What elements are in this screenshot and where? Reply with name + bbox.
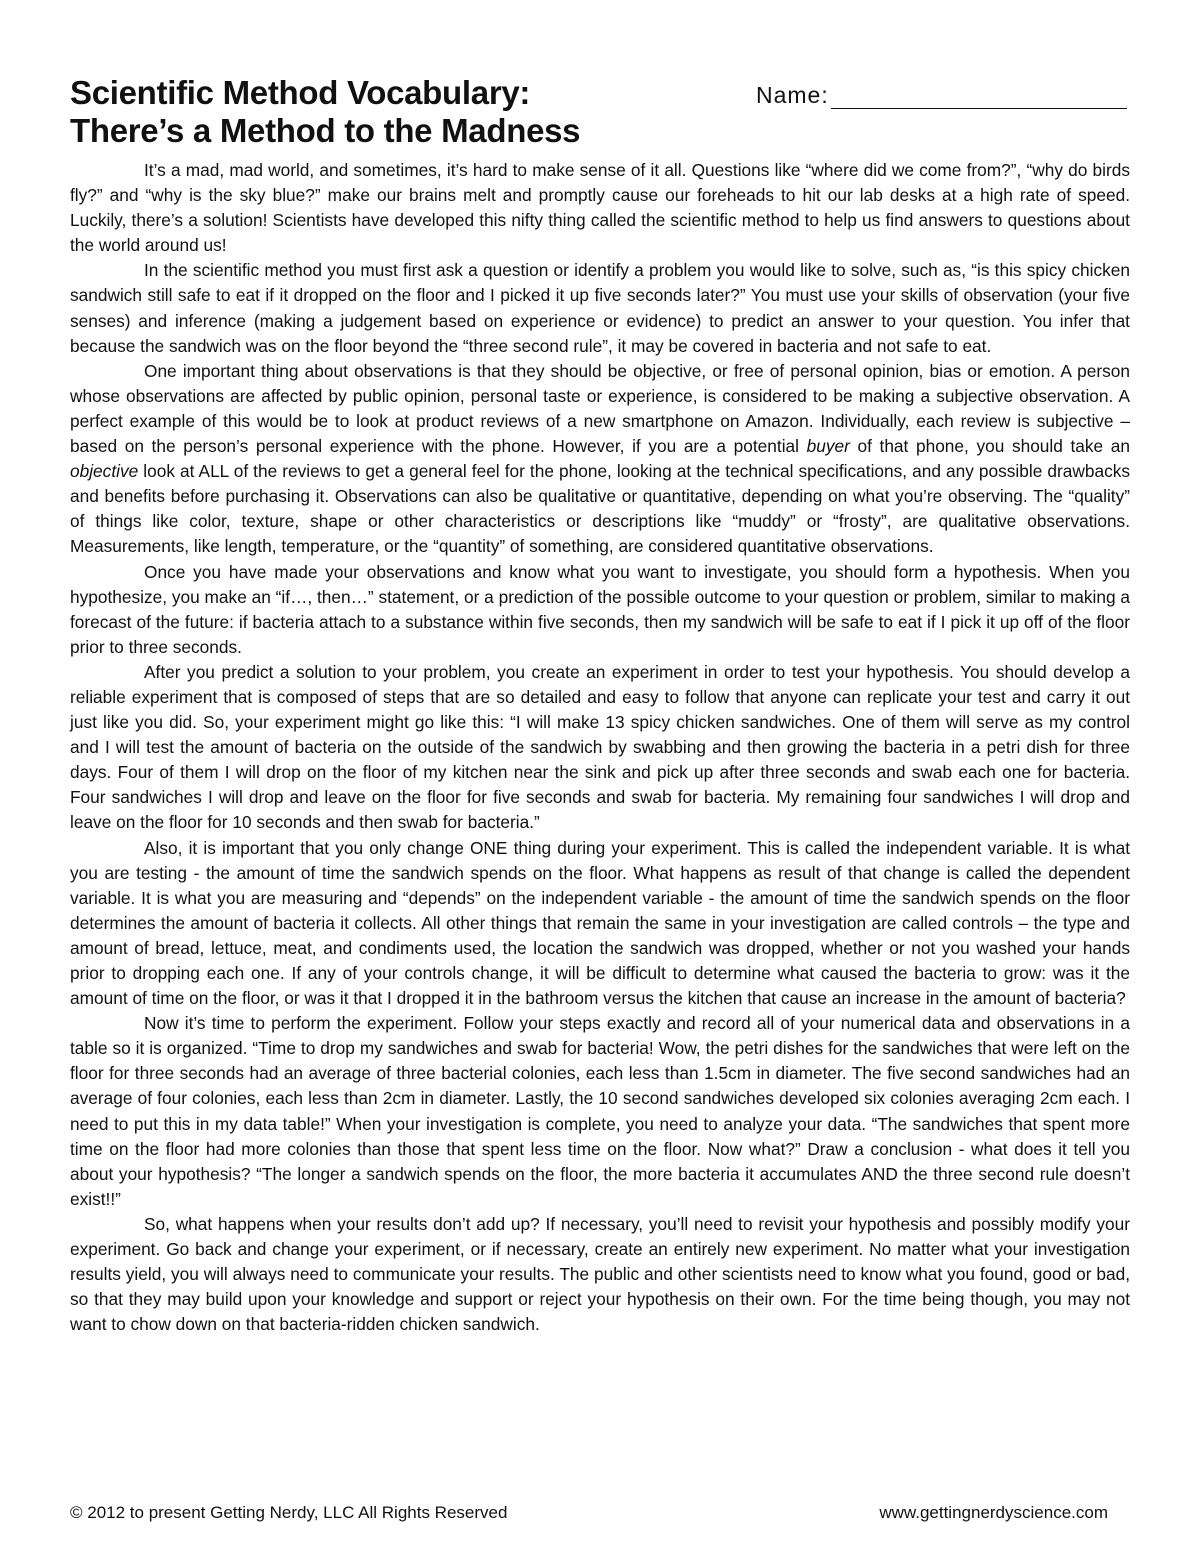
observations-italic-buyer: buyer bbox=[806, 436, 850, 457]
observations-text-1: One important thing about observations is that they should be objective, or free of personal opinion, bias or emotion. A person whose observations are affected by public opinion, personal taste or experience, is considered to be making a subjective observation. A perfect example of this would be to look at product reviews of a new smartphone on Amazon. Individually, each review is subjective – based on the person’s personal experience with the phone. However, if you are a potential bbox=[70, 360, 1130, 457]
article-body bbox=[70, 158, 1130, 1337]
observations-text-3: look at ALL of the reviews to get a general feel for the phone, looking at the technical specifications, and any possible drawbacks and benefits before purchasing it. Observations can also be qualitative or quantitative, depending on what you’re observing. The “quality” of things like color, texture, shape or other characteristics or descriptions like “muddy” or “frosty”, are qualitative observations. Measurements, like length, temperature, or the “quantity” of something, are considered quantitative observations. bbox=[70, 461, 1130, 557]
paragraph-variables: Also, it is important that you only change ONE thing during your experiment. This is called the independent variable. It is what you are testing - the amount of time the sandwich spends on the floor. What happens as result of that change is called the dependent variable. It is what you are measuring and “depends” on the independent variable - the amount of time the sandwich spends on the floor determines the amount of bacteria it collects. All other things that remain the same in your investigation are called controls – the type and amount of bread, lettuce, meat, and condiments used, the location the sandwich was dropped, whether or not you washed your hands prior to dropping each one. If any of your controls change, it will be difficult to determine what caused the bacteria to grow: was it the amount of time on the floor, or was it that I dropped it in the bathroom versus the kitchen that cause an increase in the amount of bacteria? bbox=[70, 837, 1130, 1009]
worksheet-header bbox=[70, 74, 1130, 156]
page-footer bbox=[70, 1503, 1108, 1523]
paragraph-intro: It’s a mad, mad world, and sometimes, it’s hard to make sense of it all. Questions like “where did we come from?”, “why do birds fly?” and “why is the sky blue?” make our brains melt and promptly cause our foreheads to hit our lab desks at a high rate of speed. Luckily, there’s a solution! Scientists have developed this nifty thing called the scientific method to help us find answers to questions about the world around us! bbox=[70, 160, 1130, 256]
observations-text-2: of that phone, you should take an bbox=[849, 436, 1131, 457]
name-field bbox=[756, 82, 1127, 109]
paragraph-hypothesis: Once you have made your observations and know what you want to investigate, you should form a hypothesis. When you hypothesize, you make an “if…, then…” statement, or a prediction of the possible outcome to your question or problem, similar to making a forecast of the future: if bacteria attach to a substance within five seconds, then my sandwich will be safe to eat if I pick it up off of the floor prior to three seconds. bbox=[70, 561, 1130, 657]
title-line-2: There’s a Method to the Madness bbox=[70, 112, 581, 149]
paragraph-experiment: After you predict a solution to your problem, you create an experiment in order to test your hypothesis. You should develop a reliable experiment that is composed of steps that are so detailed and easy to follow that anyone can replicate your test and carry it out just like you did. So, your experiment might go like this: “I will make 13 spicy chicken sandwiches. One of them will serve as my control and I will test the amount of bacteria on the outside of the sandwich by swabbing and then growing the bacteria in a petri dish for three days. Four of them I will drop on the floor of my kitchen near the sink and pick up after three seconds and swab each one for bacteria. Four sandwiches I will drop and leave on the floor for five seconds and swab for bacteria. My remaining four sandwiches I will drop and leave on the floor for 10 seconds and then swab for bacteria.” bbox=[70, 661, 1130, 833]
paragraph-perform: Now it’s time to perform the experiment. Follow your steps exactly and record all of your numerical data and observations in a table so it is organized. “Time to drop my sandwiches and swab for bacteria! Wow, the petri dishes for the sandwiches that were left on the floor for three seconds had an average of three bacterial colonies, each less than 1.5cm in diameter. The five second sandwiches had an average of four colonies, each less than 2cm in diameter. Lastly, the 10 second sandwiches developed six colonies averaging 2cm each. I need to put this in my data table!” When your investigation is complete, you need to analyze your data. “The sandwiches that spent more time on the floor had more colonies than those that spent less time on the floor. Now what?” Draw a conclusion - what does it tell you about your hypothesis? “The longer a sandwich spends on the floor, the more bacteria it accumulates AND the three second rule doesn’t exist!!” bbox=[70, 1013, 1130, 1209]
copyright-notice: © 2012 to present Getting Nerdy, LLC All Rights Reserved bbox=[70, 1503, 508, 1522]
paragraph-observations bbox=[70, 359, 1130, 560]
paragraph-conclusion: So, what happens when your results don’t add up? If necessary, you’ll need to revisit your hypothesis and possibly modify your experiment. Go back and change your experiment, or if necessary, create an entirely new experiment. No matter what your investigation results yield, you will always need to communicate your results. The public and other scientists need to know what you found, good or bad, so that they may build upon your knowledge and support or reject your hypothesis on their own. For the time being though, you may not want to chow down on that bacteria-ridden chicken sandwich. bbox=[70, 1213, 1130, 1335]
title-line-1: Scientific Method Vocabulary: bbox=[70, 74, 531, 111]
worksheet-page bbox=[70, 74, 1130, 1337]
name-label: Name: bbox=[756, 82, 829, 108]
paragraph-question: In the scientific method you must first ask a question or identify a problem you would like to solve, such as, “is this spicy chicken sandwich still safe to eat if it dropped on the floor and I picked it up five seconds later?” You must use your skills of observation (your five senses) and inference (making a judgement based on experience or evidence) to predict an answer to your question. You infer that because the sandwich was on the floor beyond the “three second rule”, it may be covered in bacteria and not safe to eat. bbox=[70, 260, 1130, 356]
observations-italic-objective: objective bbox=[70, 461, 139, 482]
website-url: www.gettingnerdyscience.com bbox=[879, 1503, 1108, 1522]
name-blank-line bbox=[831, 86, 1127, 109]
